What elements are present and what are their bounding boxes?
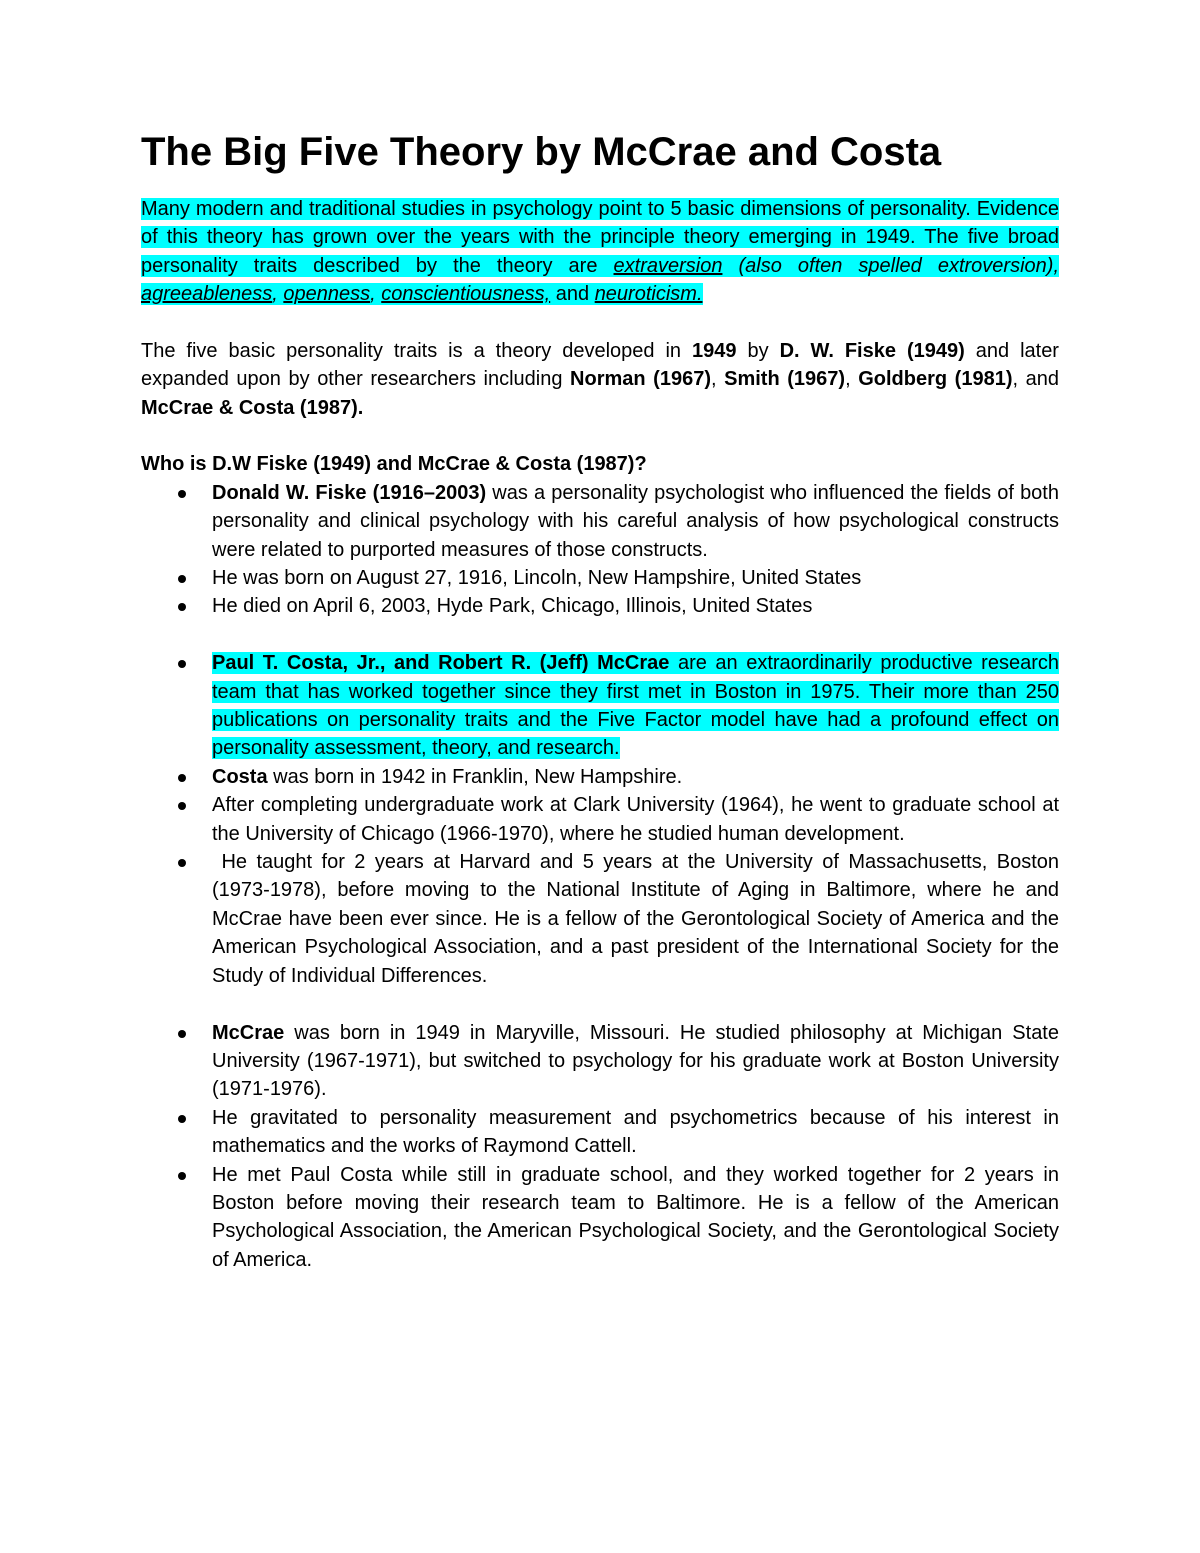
- costa-list: [141, 649, 1065, 990]
- fiske-name: Donald W. Fiske (1916–2003): [212, 481, 487, 504]
- bullet-icon: [178, 774, 186, 782]
- bullet-icon: [178, 859, 186, 867]
- trait-openness: openness: [283, 283, 371, 305]
- comma: ,: [710, 368, 725, 391]
- bullet-icon: [178, 1030, 186, 1038]
- comma: ,: [845, 368, 859, 391]
- trait-extraversion: extraversion: [613, 254, 723, 277]
- history-paragraph: [141, 337, 1059, 422]
- list-item-text: He was born on August 27, 1916, Lincoln, New Hampshire, United States: [212, 567, 862, 590]
- bullet-icon: [178, 575, 186, 583]
- list-item: [141, 848, 1065, 990]
- trait-conscientiousness: conscientiousness,: [381, 283, 551, 305]
- costa-mccrae-names: Paul T. Costa, Jr., and Robert R. (Jeff) McCrae: [212, 652, 670, 675]
- ref-norman: Norman (1967): [570, 368, 711, 391]
- intro-text-2: (also often spelled extroversion),: [722, 254, 1059, 277]
- who-heading: Who is D.W Fiske (1949) and McCrae & Costa (1987)?: [141, 453, 647, 476]
- bullet-icon: [178, 802, 186, 810]
- ref-mccrae-costa: McCrae & Costa (1987).: [141, 396, 364, 419]
- costa-name: Costa: [212, 765, 268, 788]
- list-item: [141, 763, 1059, 791]
- ref-fiske: D. W. Fiske (1949): [779, 339, 965, 362]
- list-item-text: He gravitated to personality measurement and psychometrics because of his interest in mathematics and the works of Raymond Cattell.: [212, 1106, 1059, 1158]
- history-text: The five basic personality traits is a theory developed in: [141, 339, 693, 362]
- document-title: The Big Five Theory by McCrae and Costa: [141, 130, 942, 174]
- bullet-icon: [178, 1115, 186, 1123]
- mccrae-name: McCrae: [212, 1021, 285, 1044]
- ref-smith: Smith (1967): [724, 368, 846, 391]
- list-item: [141, 1019, 1059, 1104]
- list-item: [141, 592, 1059, 620]
- list-item: [141, 564, 1059, 592]
- and-text: and: [550, 283, 595, 305]
- intro-text: Many modern and traditional studies in psychology point to 5 basic dimensions of personality. Evidence of this theory has grown over the years with the principle theory emerging in 1949. The five broad personality traits described by the theory are: [141, 197, 1059, 277]
- intro-paragraph: [141, 195, 1059, 309]
- comma: ,: [272, 283, 284, 305]
- list-item-text: was born in 1942 in Franklin, New Hampshire.: [267, 765, 683, 788]
- bullet-icon: [178, 603, 186, 611]
- year-1949: 1949: [692, 339, 737, 362]
- list-item: [141, 649, 1059, 763]
- mccrae-list: [141, 1019, 1059, 1275]
- history-text: by: [736, 339, 780, 362]
- list-item-text: was born in 1949 in Maryville, Missouri. He studied philosophy at Michigan State University (1967-1971), but switched to psychology for his graduate work at Boston University (1971-1976).: [212, 1021, 1059, 1101]
- list-item: [141, 479, 1059, 564]
- fiske-list: [141, 479, 1059, 621]
- bullet-icon: [178, 1172, 186, 1180]
- trait-agreeableness: agreeableness: [141, 283, 273, 305]
- history-text: and later expanded upon by other researchers including: [141, 339, 1059, 391]
- bullet-icon: [178, 490, 186, 498]
- ref-goldberg: Goldberg (1981): [858, 368, 1013, 391]
- list-item: [141, 1161, 1059, 1275]
- history-text: , and: [1012, 368, 1059, 391]
- list-item-text: are an extraordinarily productive research team that has worked together since they first met in Boston in 1975. Their more than 250 publications on personality traits and the Five Factor model have had a profound effect on personality assessment, theory, and research.: [212, 652, 1059, 760]
- bullet-icon: [178, 660, 186, 668]
- comma: ,: [370, 283, 382, 305]
- list-item-text: After completing undergraduate work at Clark University (1964), he went to graduate school at the University of Chicago (1966-1970), where he studied human development.: [212, 794, 1059, 845]
- list-item-text: was a personality psychologist who influenced the fields of both personality and clinical psychology with his careful analysis of how psychological constructs were related to purported measures of those constructs.: [212, 481, 1059, 561]
- list-item-text: He met Paul Costa while still in graduate school, and they worked together for 2 years in Boston before moving their research team to Baltimore. He is a fellow of the American Psychological Association, the American Psychological Society, and the Gerontological Society of America.: [212, 1163, 1059, 1271]
- trait-neuroticism: neuroticism.: [594, 283, 703, 305]
- list-item-text: He taught for 2 years at Harvard and 5 years at the University of Massachusetts, Boston (1973-1978), before moving to the National Institute of Aging in Baltimore, where he and McCrae have been ever since. He is a fellow of the Gerontological Society of America and the American Psychological Association, and a past president of the International Society for the Study of Individual Differences.: [212, 851, 1065, 987]
- list-item: [141, 791, 1059, 848]
- list-item: [141, 1104, 1059, 1161]
- list-item-text: He died on April 6, 2003, Hyde Park, Chicago, Illinois, United States: [212, 595, 813, 618]
- document-page: [141, 130, 1065, 1274]
